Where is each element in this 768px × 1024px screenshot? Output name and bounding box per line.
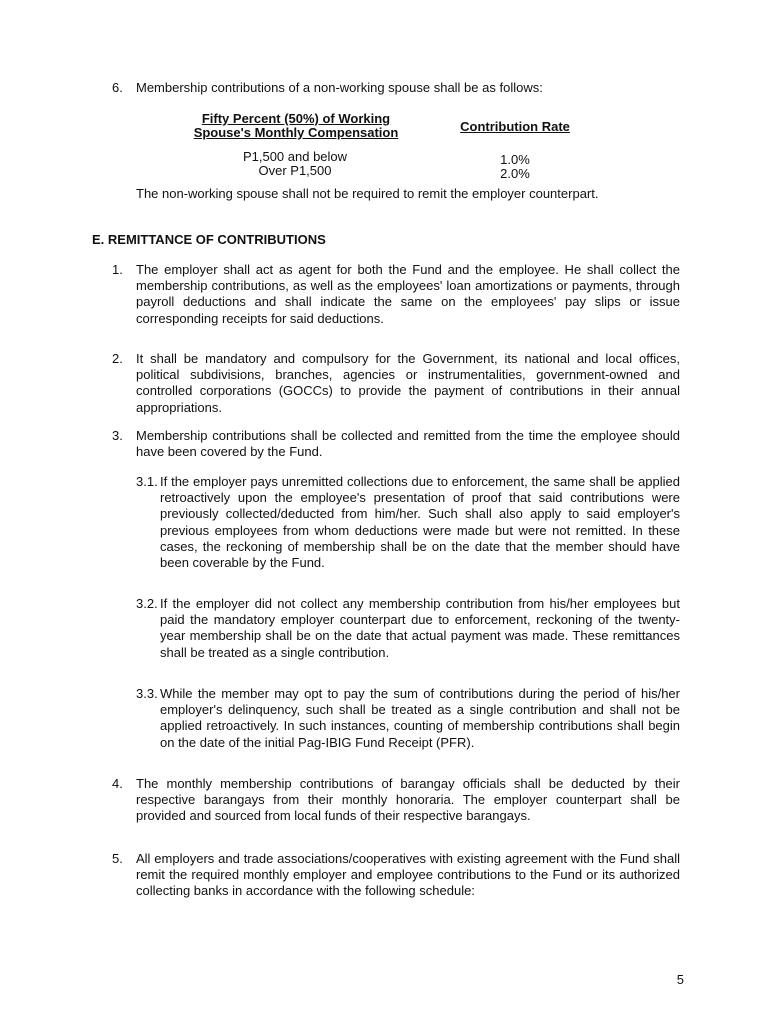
col1-header	[180, 112, 412, 140]
item-text: The monthly membership contributions of barangay officials shall be deducted by their respective barangays from their monthly honoraria. The employer counterpart shall be provided and sourced from local funds of their respective barangays.	[136, 776, 680, 824]
col1-header-line1: Fifty Percent (50%) of Working	[201, 111, 391, 126]
subitem-number: 3.3.	[136, 686, 158, 701]
item-number: 4.	[112, 776, 123, 791]
subitem-number: 3.1.	[136, 474, 158, 489]
item-text: Membership contributions of a non-working spouse shall be as follows:	[136, 80, 543, 95]
item-text: All employers and trade associations/cooperatives with existing agreement with the Fund shall remit the required monthly employer and employee contributions to the Fund or its authorized collecting banks in accordance with the following schedule:	[136, 851, 680, 899]
subitem-text: While the member may opt to pay the sum of contributions during the period of his/her employer's delinquency, such shall be treated as a single contribution and shall not be applied retroactively. In such instances, counting of membership contributions shall begin on the date of the initial Pag-IBIG Fund Receipt (PFR).	[160, 686, 680, 750]
item-number: 1.	[112, 262, 123, 277]
item-6-note: The non-working spouse shall not be required to remit the employer counterpart.	[136, 186, 599, 201]
subitem-text: If the employer pays unremitted collections due to enforcement, the same shall be applied retroactively upon the employee's presentation of proof that said contributions were previously collected/deducted from him/her. Such shall also apply to said employer's previous employees from whom deductions were made but were not remitted. In these cases, the reckoning of membership shall be on the date that the member should have been coverable by the Fund.	[160, 474, 680, 571]
item-text: It shall be mandatory and compulsory for the Government, its national and local offices, political subdivisions, branches, agencies or instrumentalities, government-owned and controlled corporations (GOCCs) to provide the payment of contributions in their annual appropriations.	[136, 351, 680, 415]
item-number: 3.	[112, 428, 123, 443]
subitem-number: 3.2.	[136, 596, 158, 611]
section-heading: E. REMITTANCE OF CONTRIBUTIONS	[92, 232, 326, 247]
item-number: 5.	[112, 851, 123, 866]
item-text: Membership contributions shall be collected and remitted from the time the employee should have been covered by the Fund.	[136, 428, 680, 460]
item-number: 6.	[112, 80, 123, 95]
table-row-range: Over P1,500	[258, 163, 332, 178]
table-row-range: P1,500 and below	[242, 149, 348, 164]
table-row-rate: 2.0%	[500, 166, 530, 181]
page-number: 5	[676, 972, 684, 987]
item-text: The employer shall act as agent for both the Fund and the employee. He shall collect the membership contributions, as well as the employees' loan amortizations or payments, through payroll deductions and shall indicate the same on the employees' pay slips or issue corresponding receipts for said deductions.	[136, 262, 680, 326]
item-number: 2.	[112, 351, 123, 366]
col1-header-line2: Spouse's Monthly Compensation	[193, 125, 399, 140]
col2-header: Contribution Rate	[460, 119, 570, 134]
table-row-rate: 1.0%	[500, 152, 530, 167]
subitem-text: If the employer did not collect any membership contribution from his/her employees but paid the mandatory employer counterpart due to enforcement, reckoning of the twenty-year membership shall be on the date that actual payment was made. These remittances shall be treated as a single contribution.	[160, 596, 680, 660]
